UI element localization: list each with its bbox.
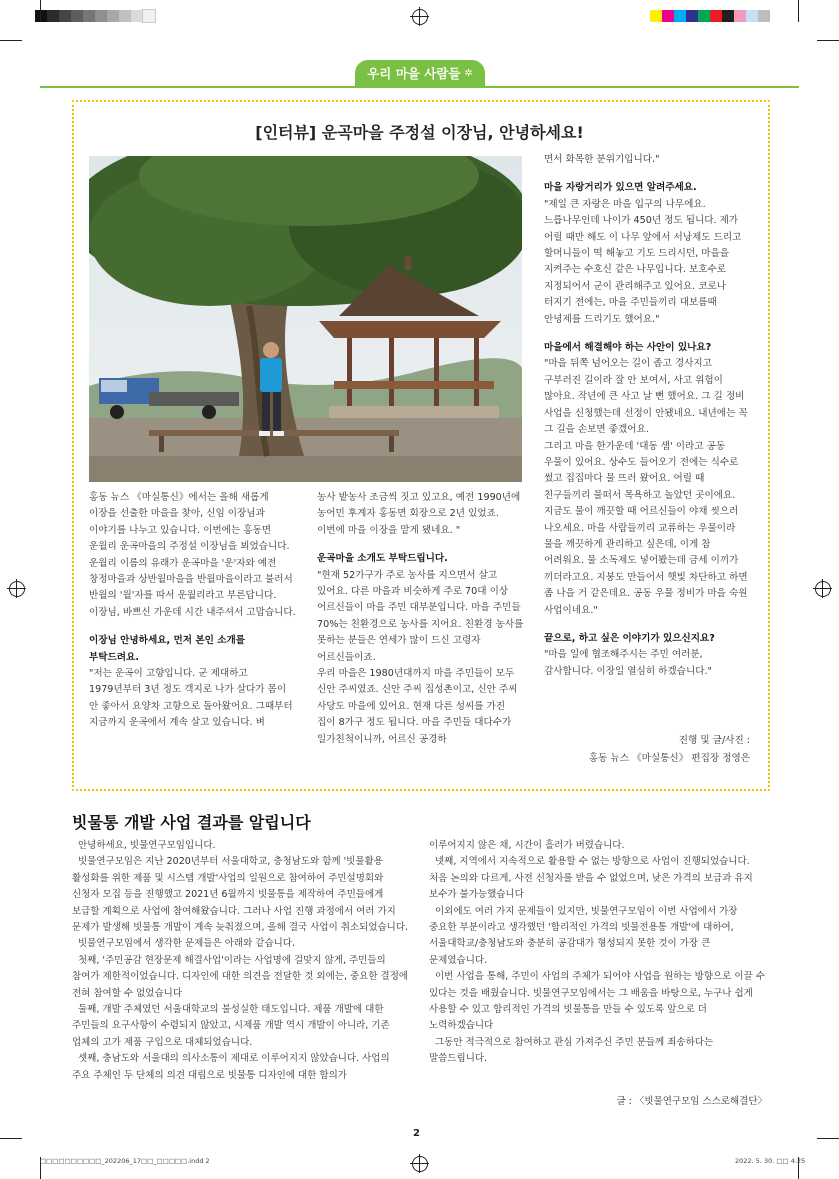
- cmyk-color-bar: [650, 10, 770, 22]
- tree-pavilion-photo: [89, 156, 522, 482]
- crop-mark: [798, 0, 799, 22]
- article-title: 빗물통 개발 사업 결과를 알립니다: [72, 813, 311, 832]
- question: 끝으로, 하고 싶은 이야기가 있으신지요?: [544, 632, 715, 644]
- paragraph: "저는 운곡이 고향입니다. 군 제대하고 1979년부터 3년 정도 객지로 나가 살다가 몸이 안 좋아서 요양차 고향으로 돌아왔어요. 그때부터 지금까지 운곡에서 계속 살고 있습니다. 벼: [89, 668, 293, 729]
- question: 운곡마을 소개도 부탁드립니다.: [317, 553, 448, 565]
- paragraph: 빗물연구모임은 지난 2020년부터 서울대학교, 충청남도와 함께 '빗물활용 활성화를 위한 제품 및 시스템 개발'사업의 일원으로 참여하여 주민설명회와 신청자 모집 등을 진행했고 2021년 6월까지 빗물통을 제작하여 주민들에게 보급할 계획으로 사업에 참여해왔습니다. 그러나 사업 진행 과정에서 여러 가지 문제가 발생해 빗물통 개발이 계속 늦춰졌으며, 올해 결국 사업이 취소되었습니다.: [72, 856, 409, 934]
- crop-mark: [40, 0, 41, 22]
- question: 마을에서 해결해야 하는 사안이 있나요?: [544, 342, 712, 354]
- photo-illustration: [89, 156, 522, 482]
- paragraph: 이번 사업을 통해, 주민이 사업의 주체가 되어야 사업을 원하는 방향으로 이끌 수 있다는 것을 배웠습니다. 빗물연구모임에서는 그 배움을 바탕으로, 누구나 쉽게 사용할 수 있고 합리적인 가격의 빗물통을 만들 수 있도록 앞으로 더 노력하겠습니다: [429, 971, 765, 1032]
- crop-mark: [0, 1138, 22, 1139]
- paragraph: 그리고 마을 한가운데 '대동 샘' 이라고 공동 우물이 있어요. 상수도 들어오기 전에는 식수로 썼고 집집마다 물 뜨러 왔어요. 어릴 때 친구들끼리 물떠서 목욕하고 놀았던 곳이에요. 지금도 물이 깨끗할 때 어르신들이 야채 씻으러 나오세요. 마을 사람들끼리 교류하는 우물이라 물을 깨끗하게 관리하고 싶은데, 이게 참 어려워요. 물 소독제도 넣어봤는데 금세 이끼가 끼더라고요. 지붕도 만들어서 햇빛 차단하고 하면 좀 나을 거 같은데요. 공동 우물 정비가 마을 숙원 사업이네요.": [544, 440, 748, 616]
- section-tab: [355, 60, 485, 86]
- interview-title: [인터뷰] 운곡마을 주정설 이장님, 안녕하세요!: [255, 123, 584, 142]
- paragraph: 넷째, 지역에서 지속적으로 활용할 수 없는 방향으로 사업이 진행되었습니다. 처음 논의와 다르게, 사전 신청자를 받을 수 없었으며, 낮은 가격의 보급과 유지 보수가 불가능했습니다: [429, 856, 753, 901]
- article-source: 글 : 〈빗물연구모임 스스로해결단〉: [616, 1096, 767, 1107]
- paragraph: 농사 밭농사 조금씩 짓고 있고요, 예전 1990년에 농어민 후계자 홍동면 회장으로 2년 있었죠. 이번에 마을 이장을 맡게 됐네요. ": [317, 492, 521, 536]
- interview-column-2: [317, 490, 524, 748]
- paragraph: 그동안 적극적으로 참여하고 관심 가져주신 주민 분들께 죄송하다는 말씀드립니다.: [429, 1036, 714, 1065]
- paragraph: 우리 마을은 1980년대까지 마을 주민들이 모두 신안 주씨였죠. 신안 주씨 집성촌이고, 신안 주씨 사당도 마을에 있어요. 현재 다른 성씨를 가진 집이 8가구 정도 됩니다. 마을 주민들 대다수가 일가친척이니까, 어르신 공경하: [317, 668, 518, 745]
- interview-column-3: [544, 152, 750, 680]
- credit-line-2: 홍동 뉴스 《마실통신》 편집장 정영은: [588, 753, 750, 764]
- paragraph: 빗물연구모임에서 생각한 문제들은 아래와 같습니다.: [78, 938, 295, 950]
- paragraph: "마을 일에 협조해주시는 주민 여러분, 감사합니다. 이장일 열심히 하겠습니다.": [544, 649, 712, 677]
- page-number: 2: [413, 1128, 420, 1139]
- paragraph: "마을 뒤쪽 넘어오는 길이 좁고 경사지고 구부러진 길이라 잘 안 보여서, 사고 위험이 많아요. 작년에 큰 사고 날 뻔 했어요. 그 길 정비 사업을 신청했는데 선정이 안됐네요. 내년에는 꼭 그 길을 손보면 좋겠어요.: [544, 358, 748, 436]
- paragraph: 셋째, 충남도와 서울대의 의사소통이 제대로 이루어지지 않았습니다. 사업의 주요 주체인 두 단체의 의견 대립으로 빗물통 디자인에 대한 합의가: [72, 1053, 390, 1081]
- paragraph: 안녕하세요, 빗물연구모임입니다.: [78, 840, 216, 851]
- sparkle-icon: ✲: [464, 67, 473, 79]
- registration-mark-top: [412, 9, 428, 25]
- interview-credit: [520, 732, 750, 768]
- crop-mark: [817, 1138, 839, 1139]
- paragraph: 둘째, 개발 주체였던 서울대학교의 불성실한 태도입니다. 제품 개발에 대한 주민들의 요구사항이 수렴되지 않았고, 시제품 개발 역시 개발이 아니라, 기존 업체의 고가 제품 구입으로 대체되었습니다.: [72, 1004, 390, 1048]
- file-slug: □□□□□□□□□□_202206_17□□_□□□□□.indd 2: [40, 1157, 210, 1165]
- section-tab-label: 우리 마을 사람들: [367, 66, 461, 81]
- date-slug: 2022. 5. 30. □□ 4:25: [735, 1157, 806, 1165]
- paragraph: 홍동 뉴스 《마실통신》에서는 올해 새롭게 이장을 선출한 마을을 찾아, 신임 이장님과 이야기를 나누고 있습니다. 이번에는 홍동면 운월리 운곡마을의 주정설 이장님을 뵈었습니다. 운월리 이름의 유래가 운곡마을 '운'자와 예전 창정마을과 상반월마을을 반월마을이라고 불러서 반월의 '월'자를 따서 운월리라고 부른답니다. 이장님, 바쁘신 가운데 시간 내주셔서 고맙습니다.: [89, 492, 296, 618]
- paragraph: 첫째, '주민공감 현장문제 해결사업'이라는 사업명에 걸맞지 않게, 주민들의 참여가 제한적이었습니다. 디자인에 대한 의견을 전달한 것 외에는, 중요한 결정에 전혀 참여할 수 없었습니다: [72, 954, 409, 999]
- paragraph: 이외에도 여러 가지 문제들이 있지만, 빗물연구모임이 이번 사업에서 가장 중요한 부분이라고 생각했던 '합리적인 가격의 빗물전용통 개발'에 대하여, 서울대학교/충청남도와 충분히 공감대가 형성되지 못한 것이 가장 큰 문제였습니다.: [429, 905, 738, 966]
- question: 마을 자랑거리가 있으면 알려주세요.: [544, 182, 697, 194]
- registration-mark-right: [815, 581, 831, 597]
- grayscale-color-bar: [35, 10, 155, 22]
- paragraph: 이루어지지 않은 채, 시간이 흘러가 버렸습니다.: [429, 840, 625, 851]
- interview-column-1: [89, 490, 297, 732]
- header-divider: [40, 86, 799, 88]
- paragraph: "제일 큰 자랑은 마을 입구의 나무에요. 느릅나무인데 나이가 450년 정도 됩니다. 제가 어릴 때만 해도 이 나무 앞에서 서낭제도 드리고 할머니들이 떡 해놓고 기도 드리시던, 마을을 지켜주는 수호신 같은 나무입니다. 보호수로 지정되어서 군이 관리해주고 있어요. 코로나 터지기 전에는, 마을 주민들끼리 대보름때 안녕제를 드리기도 했어요.": [544, 198, 742, 325]
- crop-mark: [817, 40, 839, 41]
- crop-mark: [0, 40, 22, 41]
- question: 이장님 안녕하세요, 먼저 본인 소개를 부탁드려요.: [89, 635, 246, 663]
- credit-line-1: 진행 및 글/사진 :: [678, 735, 750, 746]
- registration-mark-bottom: [412, 1156, 428, 1172]
- registration-mark-left: [9, 581, 25, 597]
- paragraph: 면서 화목한 분위기입니다.": [544, 154, 660, 165]
- article-column-right: [429, 838, 767, 1068]
- article-column-left: [72, 838, 409, 1084]
- paragraph: "현재 52가구가 주로 농사를 지으면서 살고 있어요. 다른 마을과 비슷하게 주로 70대 이상 어르신들이 마을 주민 대부분입니다. 마을 주민들 70%는 친환경으로 농사를 지어요. 친환경 농사를 못하는 분들은 연세가 많이 드신 고령자 어르신들이죠.: [317, 569, 524, 663]
